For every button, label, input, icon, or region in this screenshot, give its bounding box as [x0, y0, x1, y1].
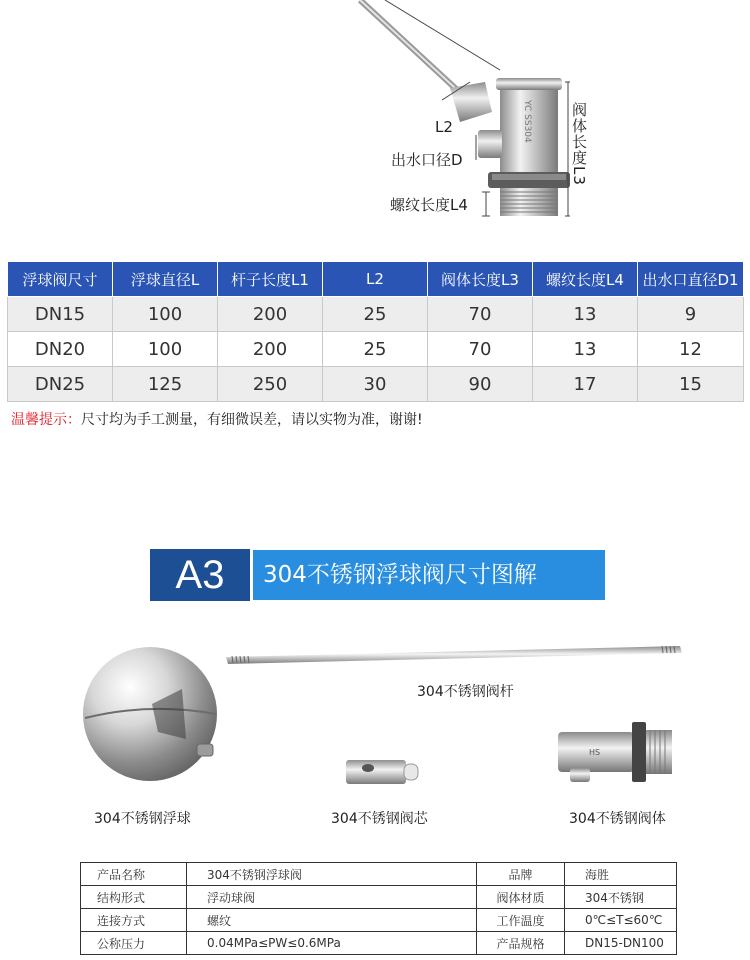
header-cell: 浮球阀尺寸 [8, 262, 113, 297]
body-label: 304不锈钢阀体 [569, 811, 666, 827]
spec-key: 阀体材质 [477, 886, 565, 909]
tip-text: 尺寸均为手工测量，有细微误差，请以实物为准，谢谢! [81, 412, 423, 428]
section-badge: A3 [150, 549, 250, 601]
tip-prefix: 温馨提示： [11, 412, 81, 428]
table-cell: 250 [218, 367, 323, 402]
measurement-tip [11, 409, 423, 429]
table-row [8, 332, 744, 367]
spec-key: 公称压力 [81, 932, 187, 955]
table-cell: 100 [113, 297, 218, 332]
size-table [7, 261, 744, 402]
spec-value: 304不锈钢浮球阀 [187, 863, 477, 886]
spec-key: 结构形式 [81, 886, 187, 909]
header-cell: 浮球直径L [113, 262, 218, 297]
table-row [81, 932, 677, 955]
table-cell: 9 [638, 297, 744, 332]
table-row [8, 367, 744, 402]
table-cell: 200 [218, 332, 323, 367]
spec-value: 0℃≤T≤60℃ [565, 909, 677, 932]
table-cell: DN15 [8, 297, 113, 332]
table-row [8, 297, 744, 332]
spec-key: 产品规格 [477, 932, 565, 955]
table-cell: 70 [428, 297, 533, 332]
spec-key: 产品名称 [81, 863, 187, 886]
valve-core-image [346, 758, 420, 786]
spec-value: 海胜 [565, 863, 677, 886]
label-l2: L2 [435, 118, 453, 136]
table-cell: 30 [323, 367, 428, 402]
table-cell: 13 [533, 297, 638, 332]
section-title: 304不锈钢浮球阀尺寸图解 [253, 550, 605, 600]
spec-table [80, 862, 677, 955]
table-cell: 25 [323, 297, 428, 332]
spec-value: 浮动球阀 [187, 886, 477, 909]
table-cell: 200 [218, 297, 323, 332]
table-cell: 15 [638, 367, 744, 402]
spec-value: DN15-DN100 [565, 932, 677, 955]
rod-label: 304不锈钢阀杆 [417, 684, 514, 700]
label-thread-length: 螺纹长度L4 [390, 196, 468, 214]
ball-label: 304不锈钢浮球 [94, 811, 191, 827]
table-row [81, 909, 677, 932]
table-cell: 17 [533, 367, 638, 402]
header-cell: 阀体长度L3 [428, 262, 533, 297]
table-row [81, 863, 677, 886]
label-outlet-diameter: 出水口径D [391, 151, 463, 169]
body-mark: HS [589, 748, 601, 757]
table-cell: DN20 [8, 332, 113, 367]
table-cell: 70 [428, 332, 533, 367]
table-cell: 25 [323, 332, 428, 367]
header-cell: 螺纹长度L4 [533, 262, 638, 297]
spec-key: 品牌 [477, 863, 565, 886]
spec-value: 0.04MPa≤PW≤0.6MPa [187, 932, 477, 955]
body-stamp: YC SS304 [522, 100, 532, 143]
table-cell: 90 [428, 367, 533, 402]
float-ball-image [82, 644, 222, 784]
spec-key: 工作温度 [477, 909, 565, 932]
table-cell: 12 [638, 332, 744, 367]
header-cell: L2 [323, 262, 428, 297]
spec-value: 304不锈钢 [565, 886, 677, 909]
spec-value: 螺纹 [187, 909, 477, 932]
table-cell: DN25 [8, 367, 113, 402]
table-cell: 100 [113, 332, 218, 367]
valve-rod-image [226, 642, 682, 668]
table-row [81, 886, 677, 909]
header-cell: 杆子长度L1 [218, 262, 323, 297]
table-cell: 13 [533, 332, 638, 367]
core-label: 304不锈钢阀芯 [331, 811, 428, 827]
label-body-length: 阀体长度L3 [570, 102, 588, 186]
valve-body-image [556, 720, 676, 786]
size-table-header [8, 262, 744, 297]
header-cell: 出水口直径D1 [638, 262, 744, 297]
spec-key: 连接方式 [81, 909, 187, 932]
table-cell: 125 [113, 367, 218, 402]
